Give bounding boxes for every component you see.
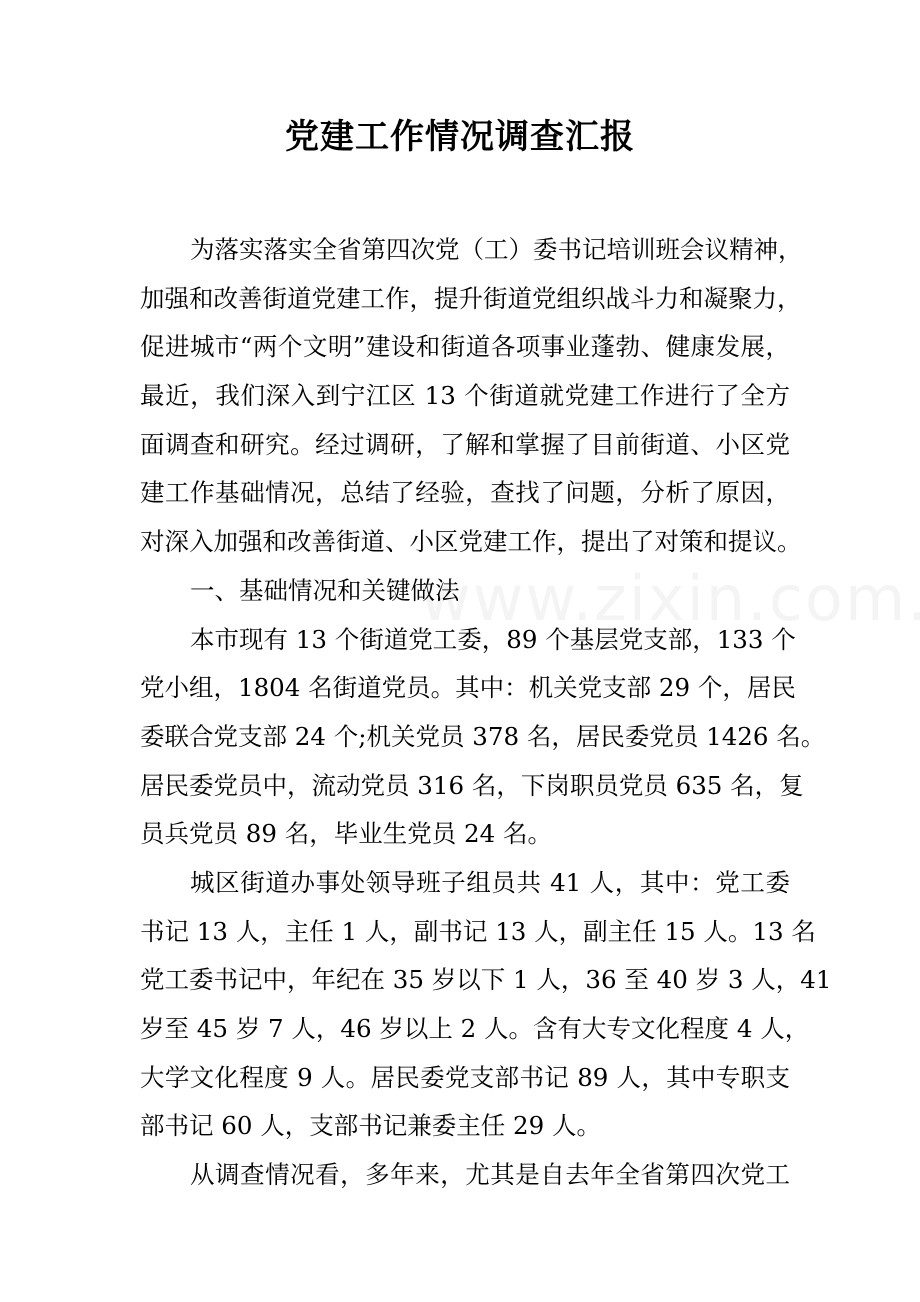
text-line: 员兵党员 89 名，毕业生党员 24 名。 bbox=[140, 819, 553, 849]
text-line: 对深入加强和改善街道、小区党建工作，提出了对策和提议。 bbox=[140, 527, 802, 557]
text-line: 城区街道办事处领导班子组员共 41 人，其中：党工委 bbox=[190, 867, 790, 897]
text-line: 部书记 60 人，支部书记兼委主任 29 人。 bbox=[140, 1111, 602, 1141]
text-line: 大学文化程度 9 人。居民委党支部书记 89 人，其中专职支 bbox=[140, 1062, 790, 1092]
text-line: 书记 13 人，主任 1 人，副书记 13 人，副主任 15 人。13 名 bbox=[140, 916, 816, 946]
text-line: 居民委党员中，流动党员 316 名，下岗职员党员 635 名，复 bbox=[140, 770, 804, 800]
text-line: 一、基础情况和关键做法 bbox=[190, 575, 460, 605]
document-title: 党建工作情况调查汇报 bbox=[285, 117, 635, 157]
text-line: 加强和改善街道党建工作，提升街道党组织战斗力和凝聚力， bbox=[140, 283, 802, 313]
text-line: 为落实落实全省第四次党（工）委书记培训班会议精神， bbox=[190, 235, 803, 264]
text-line: 本市现有 13 个街道党工委，89 个基层党支部，133 个 bbox=[190, 624, 796, 654]
text-line: 建工作基础情况，总结了经验，查找了问题，分析了原因， bbox=[140, 478, 790, 508]
text-line: 从调查情况看，多年来，尤其是自去年全省第四次党工 bbox=[190, 1160, 790, 1190]
text-line: 党小组，1804 名街道党员。其中：机关党支部 29 个，居民 bbox=[140, 673, 796, 703]
text-line: 岁至 45 岁 7 人，46 岁以上 2 人。含有大专文化程度 4 人， bbox=[140, 1014, 810, 1043]
text-line: 促进城市“两个文明”建设和街道各项事业蓬勃、健康发展， bbox=[140, 332, 790, 362]
text-line: 委联合党支部 24 个;机关党员 378 名，居民委党员 1426 名。 bbox=[140, 721, 826, 751]
document-body bbox=[140, 226, 832, 1200]
text-line: 党工委书记中，年纪在 35 岁以下 1 人，36 至 40 岁 3 人，41 bbox=[140, 965, 832, 995]
text-line: 面调查和研究。经过调研，了解和掌握了目前街道、小区党 bbox=[140, 429, 790, 459]
text-line: 最近，我们深入到宁江区 13 个街道就党建工作进行了全方 bbox=[140, 381, 790, 411]
